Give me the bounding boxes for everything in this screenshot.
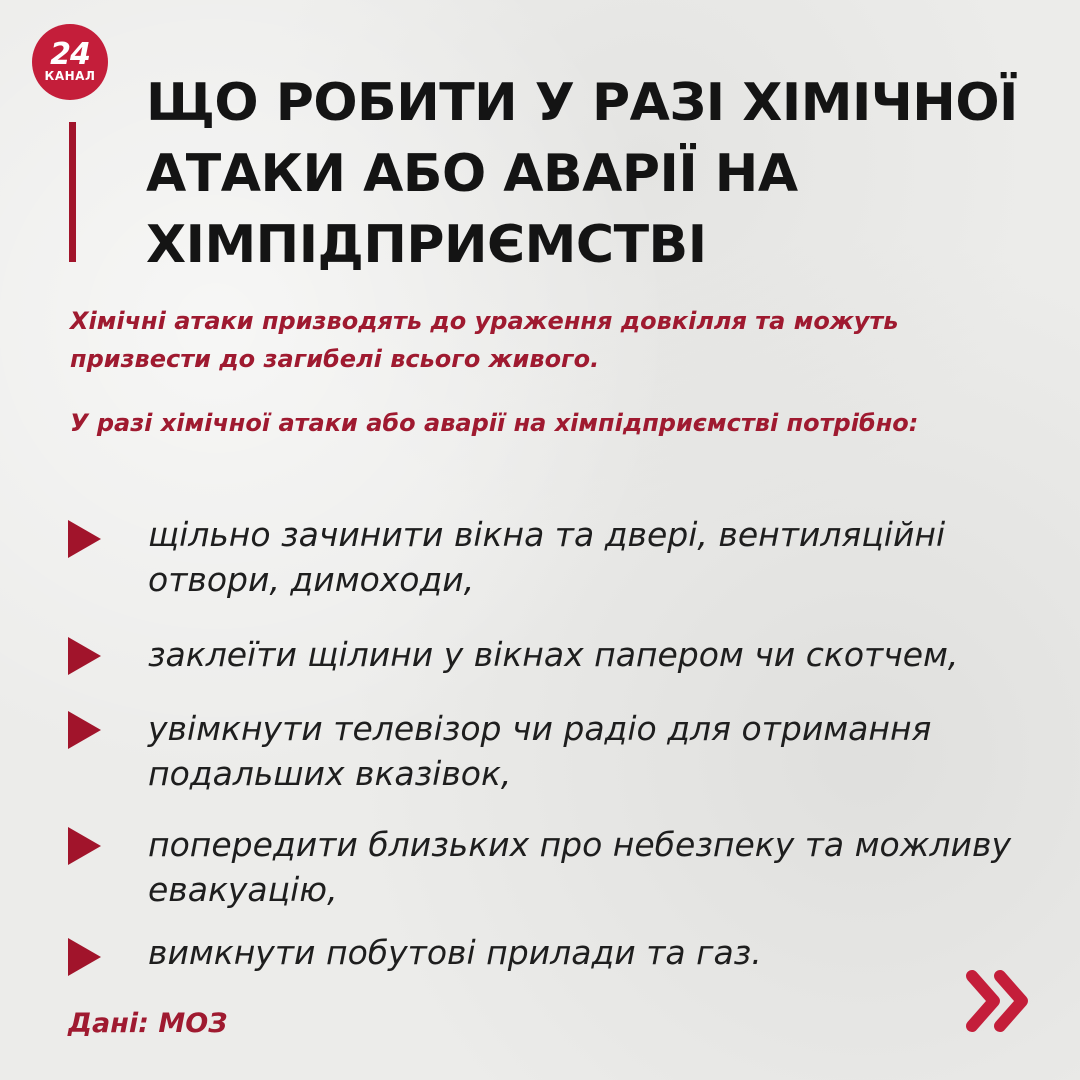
logo-number: 24: [50, 37, 90, 72]
triangle-bullet-icon: [68, 938, 101, 976]
lead-text: Хімічні атаки призводять до ураження довкілля та можуть призвести до загибелі всього живого.: [70, 307, 899, 373]
triangle-bullet-icon: [68, 637, 101, 675]
subheading: У разі хімічної атаки або аварії на хімпідприємстві потрібно:: [70, 409, 919, 437]
triangle-bullet-icon: [68, 711, 101, 749]
double-chevron-right-icon[interactable]: [960, 962, 1038, 1040]
list-item-text: щільно зачинити вікна та двері, вентиляційні отвори, димоходи,: [148, 515, 946, 599]
source-note: Дані: МОЗ: [68, 1008, 228, 1039]
triangle-bullet-icon: [68, 520, 101, 558]
triangle-bullet-icon: [68, 827, 101, 865]
logo-word: КАНАЛ: [44, 69, 96, 83]
list-item-text: вимкнути побутові прилади та газ.: [148, 933, 762, 972]
page-title: ЩО РОБИТИ У РАЗІ ХІМІЧНОЇ АТАКИ АБО АВАРІЇ НА ХІМПІДПРИЄМСТВІ: [146, 73, 1018, 275]
list-item-text: заклеїти щілини у вікнах папером чи скотчем,: [148, 635, 959, 674]
list-item-text: увімкнути телевізор чи радіо для отримання подальших вказівок,: [148, 709, 932, 793]
list-item-text: попередити близьких про небезпеку та можливу евакуацію,: [148, 825, 1011, 909]
